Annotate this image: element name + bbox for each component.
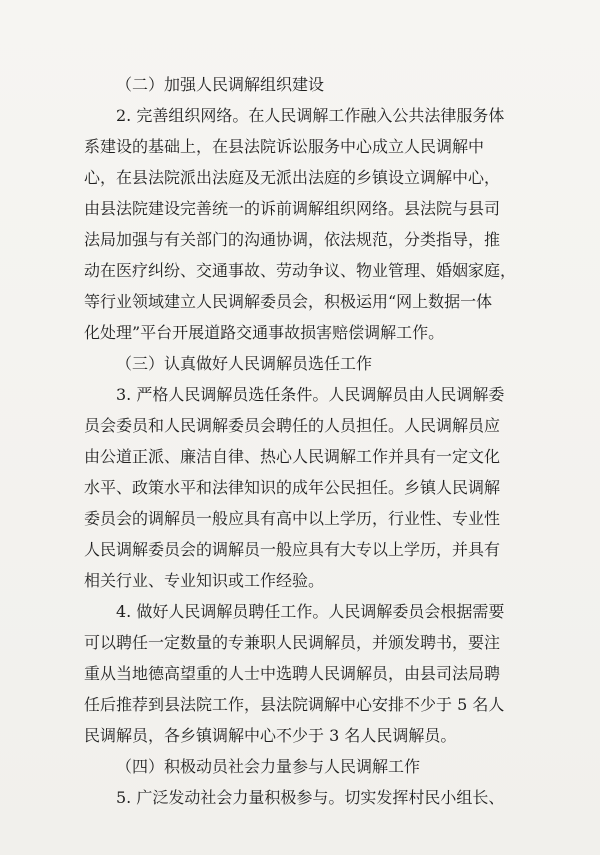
paragraph-3-line-3: 由公道正派、廉洁自律、热心人民调解工作并具有一定文化 — [84, 447, 501, 466]
paragraph-3-line-1: 3. 严格人民调解员选任条件。人民调解员由人民调解委 — [116, 385, 505, 404]
paragraph-3-line-2: 员会委员和人民调解委员会聘任的人员担任。人民调解员应 — [84, 416, 501, 435]
paragraph-3-line-6: 人民调解委员会的调解员一般应具有大专以上学历，并具有 — [84, 540, 501, 559]
section-heading-3: （三）认真做好人民调解员选任工作 — [116, 354, 373, 373]
paragraph-2-line-8: 化处理”平台开展道路交通事故损害赔偿调解工作。 — [84, 323, 445, 342]
paragraph-4-line-3: 重从当地德高望重的人士中选聘人民调解员，由县司法局聘 — [84, 664, 501, 683]
paragraph-4-line-1: 4. 做好人民调解员聘任工作。人民调解委员会根据需要 — [116, 602, 505, 621]
paragraph-2-line-2: 系建设的基础上，在县法院诉讼服务中心成立人民调解中 — [84, 137, 485, 156]
paragraph-3-line-7: 相关行业、专业知识或工作经验。 — [84, 571, 325, 590]
paragraph-4-line-5: 民调解员，各乡镇调解中心不少于 3 名人民调解员。 — [84, 726, 457, 745]
paragraph-4-line-2: 可以聘任一定数量的专兼职人民调解员，并颁发聘书，要注 — [84, 633, 501, 652]
paragraph-2-line-7: 等行业领域建立人民调解委员会，积极运用“网上数据一体 — [84, 292, 493, 311]
paragraph-2-line-3: 心，在县法院派出法庭及无派出法庭的乡镇设立调解中心， — [84, 168, 501, 187]
paragraph-2-line-5: 法局加强与有关部门的沟通协调，依法规范，分类指导，推 — [84, 230, 501, 249]
section-heading-4: （四）积极动员社会力量参与人民调解工作 — [116, 757, 421, 776]
section-heading-2: （二）加强人民调解组织建设 — [116, 75, 325, 94]
paragraph-2-line-6: 动在医疗纠纷、交通事故、劳动争议、物业管理、婚姻家庭， — [84, 261, 517, 280]
paragraph-5-line-1: 5. 广泛发动社会力量积极参与。切实发挥村民小组长、 — [116, 788, 505, 807]
paragraph-3-line-5: 委员会的调解员一般应具有高中以上学历，行业性、专业性 — [84, 509, 501, 528]
paragraph-4-line-4: 任后推荐到县法院工作，县法院调解中心安排不少于 5 名人 — [84, 695, 505, 714]
paragraph-2-line-4: 由县法院建设完善统一的诉前调解组织网络。县法院与县司 — [84, 199, 501, 218]
paragraph-3-line-4: 水平、政策水平和法律知识的成年公民担任。乡镇人民调解 — [84, 478, 501, 497]
paragraph-2-line-1: 2. 完善组织网络。在人民调解工作融入公共法律服务体 — [116, 106, 505, 125]
